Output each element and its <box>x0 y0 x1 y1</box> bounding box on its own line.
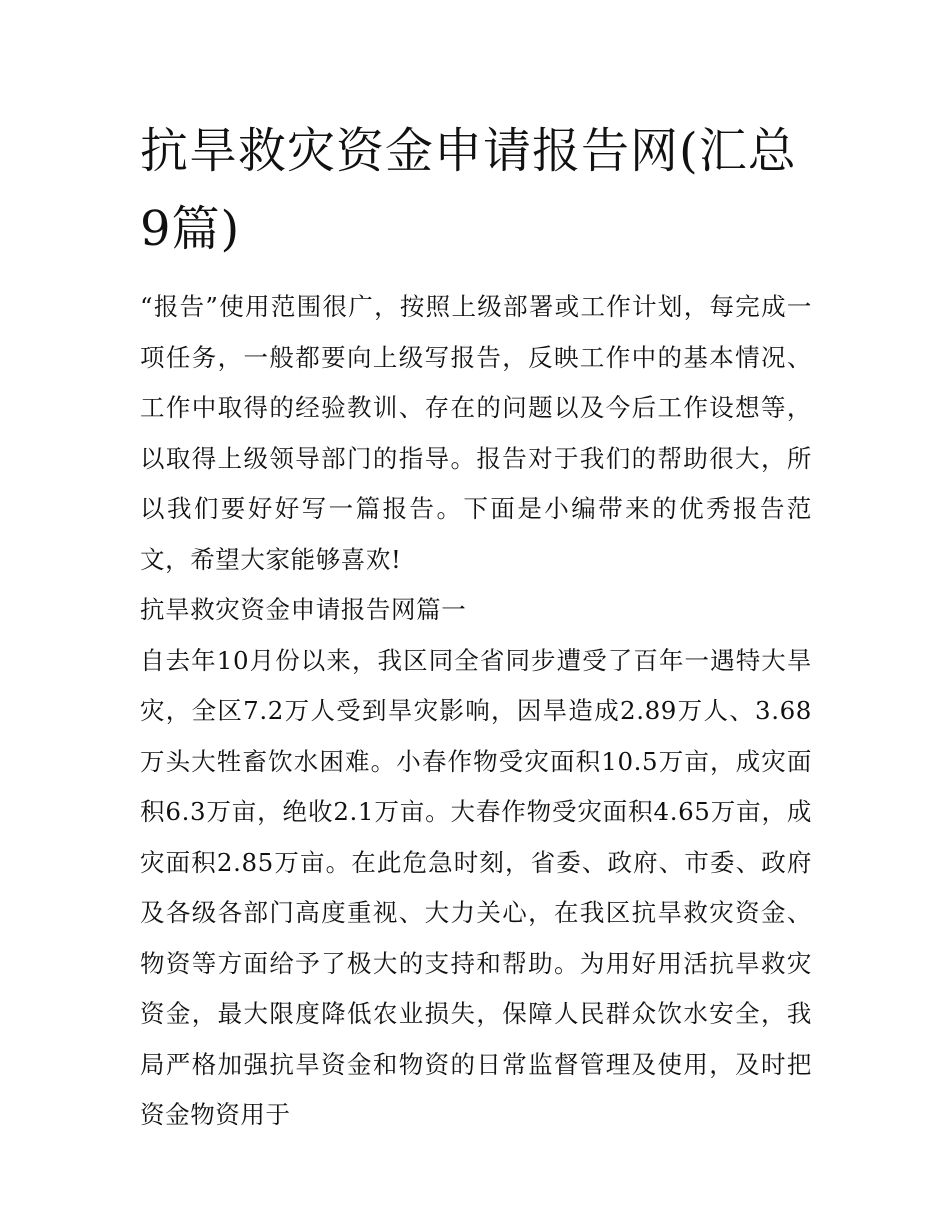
section-heading: 抗旱救灾资金申请报告网篇一 <box>140 595 467 624</box>
document-page <box>140 112 812 1141</box>
section-body-paragraph: 自去年10月份以来，我区同全省同步遭受了百年一遇特大旱灾，全区7.2万人受到旱灾影响，因旱造成2.89万人、3.68万头大牲畜饮水困难。小春作物受灾面积10.5万亩，成灾面积6.3万亩，绝收2.1万亩。大春作物受灾面积4.65万亩，成灾面积2.85万亩。在此危急时刻，省委、政府、市委、政府及各级各部门高度重视、大力关心，在我区抗旱救灾资金、物资等方面给予了极大的支持和帮助。为用好用活抗旱救灾资金，最大限度降低农业损失，保障人民群众饮水安全，我局严格加强抗旱资金和物资的日常监督管理及使用，及时把资金物资用于 <box>140 645 812 1129</box>
document-title: 抗旱救灾资金申请报告网(汇总9篇) <box>140 123 797 257</box>
intro-paragraph: “报告”使用范围很广，按照上级部署或工作计划，每完成一项任务，一般都要向上级写报告，反映工作中的基本情况、工作中取得的经验教训、存在的问题以及今后工作设想等，以取得上级领导部门的指导。报告对于我们的帮助很大，所以我们要好好写一篇报告。下面是小编带来的优秀报告范文，希望大家能够喜欢! <box>140 292 812 574</box>
